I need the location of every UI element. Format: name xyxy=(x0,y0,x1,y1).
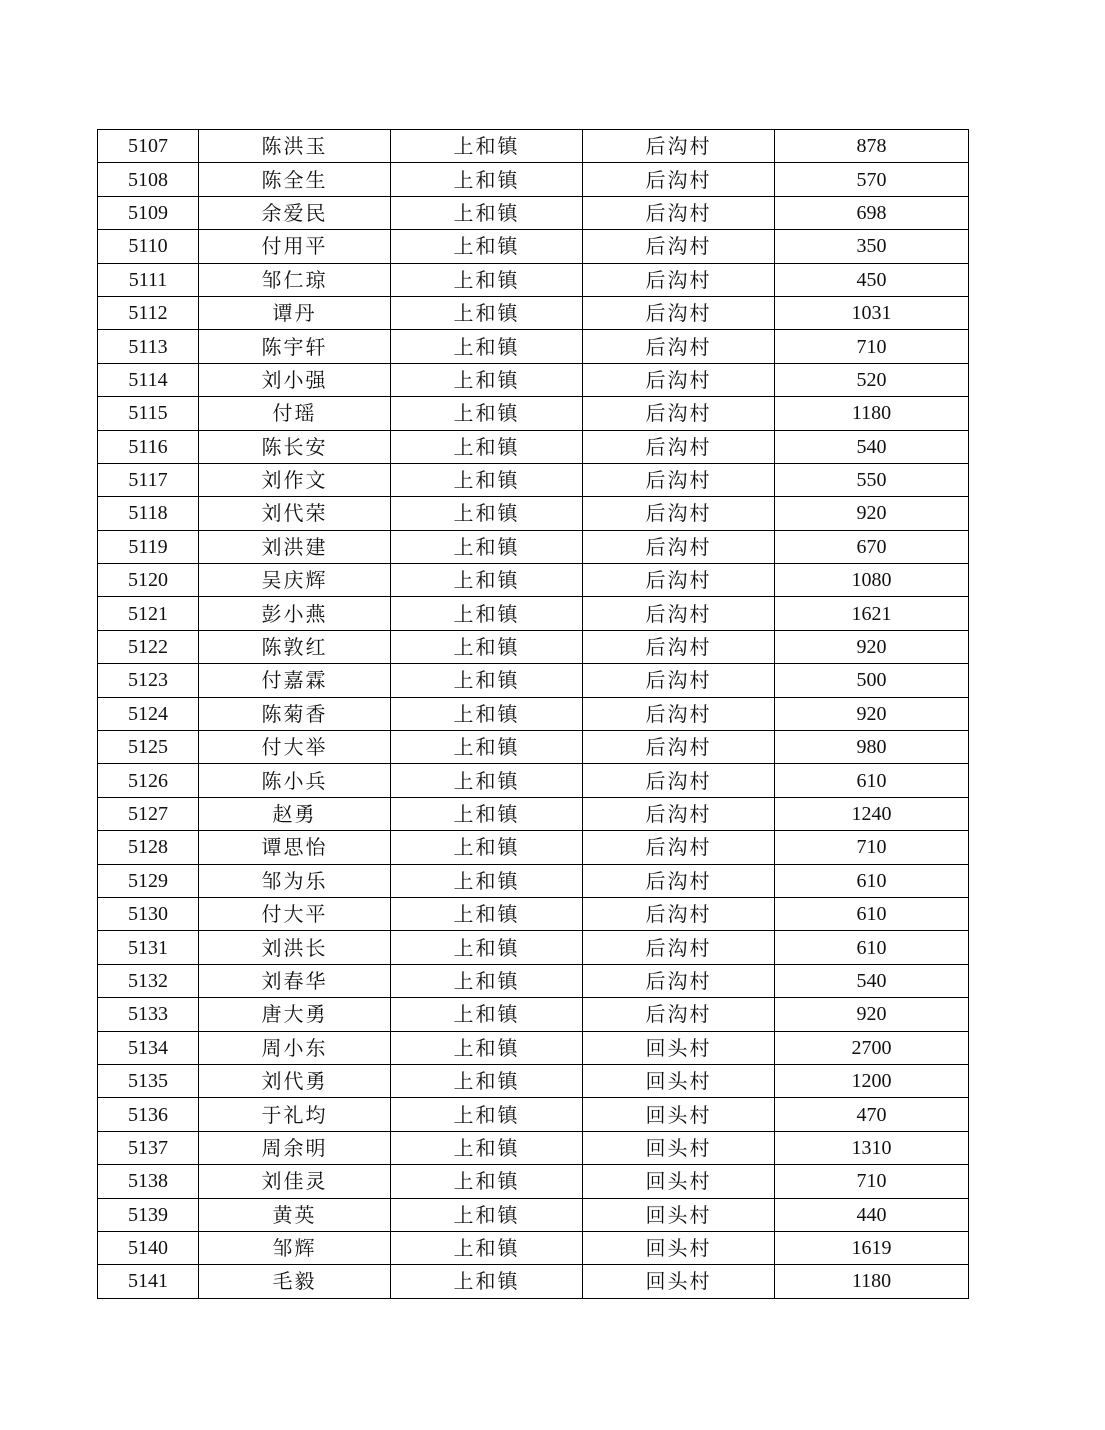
cell-town: 上和镇 xyxy=(391,1165,583,1198)
cell-amount: 540 xyxy=(775,964,969,997)
cell-amount: 610 xyxy=(775,897,969,930)
cell-town: 上和镇 xyxy=(391,196,583,229)
cell-town: 上和镇 xyxy=(391,363,583,396)
cell-town: 上和镇 xyxy=(391,697,583,730)
cell-amount: 878 xyxy=(775,130,969,163)
cell-town: 上和镇 xyxy=(391,1231,583,1264)
cell-amount: 1080 xyxy=(775,564,969,597)
table-row xyxy=(98,530,969,563)
cell-serial-number: 5129 xyxy=(98,864,199,897)
roster-table-body xyxy=(98,130,969,1299)
cell-serial-number: 5111 xyxy=(98,263,199,296)
table-row xyxy=(98,230,969,263)
cell-serial-number: 5113 xyxy=(98,330,199,363)
cell-village: 后沟村 xyxy=(583,397,775,430)
cell-village: 后沟村 xyxy=(583,797,775,830)
cell-town: 上和镇 xyxy=(391,597,583,630)
cell-town: 上和镇 xyxy=(391,1098,583,1131)
cell-amount: 550 xyxy=(775,463,969,496)
cell-town: 上和镇 xyxy=(391,897,583,930)
table-row xyxy=(98,497,969,530)
table-row xyxy=(98,564,969,597)
cell-name: 唐大勇 xyxy=(199,998,391,1031)
cell-serial-number: 5141 xyxy=(98,1265,199,1298)
cell-serial-number: 5116 xyxy=(98,430,199,463)
cell-name: 刘洪长 xyxy=(199,931,391,964)
cell-village: 后沟村 xyxy=(583,363,775,396)
cell-serial-number: 5120 xyxy=(98,564,199,597)
cell-name: 周余明 xyxy=(199,1131,391,1164)
cell-town: 上和镇 xyxy=(391,130,583,163)
cell-amount: 350 xyxy=(775,230,969,263)
cell-village: 后沟村 xyxy=(583,130,775,163)
cell-village: 回头村 xyxy=(583,1031,775,1064)
cell-village: 后沟村 xyxy=(583,597,775,630)
cell-town: 上和镇 xyxy=(391,931,583,964)
table-row xyxy=(98,664,969,697)
table-row xyxy=(98,597,969,630)
cell-town: 上和镇 xyxy=(391,330,583,363)
table-row xyxy=(98,196,969,229)
cell-village: 回头村 xyxy=(583,1064,775,1097)
cell-town: 上和镇 xyxy=(391,731,583,764)
cell-amount: 610 xyxy=(775,764,969,797)
cell-serial-number: 5118 xyxy=(98,497,199,530)
cell-name: 刘佳灵 xyxy=(199,1165,391,1198)
cell-village: 回头村 xyxy=(583,1198,775,1231)
cell-name: 刘代荣 xyxy=(199,497,391,530)
cell-name: 于礼均 xyxy=(199,1098,391,1131)
cell-town: 上和镇 xyxy=(391,564,583,597)
table-row xyxy=(98,764,969,797)
cell-amount: 920 xyxy=(775,998,969,1031)
cell-village: 后沟村 xyxy=(583,330,775,363)
cell-amount: 1180 xyxy=(775,1265,969,1298)
cell-name: 吴庆辉 xyxy=(199,564,391,597)
table-row xyxy=(98,1165,969,1198)
cell-town: 上和镇 xyxy=(391,630,583,663)
cell-name: 谭思怡 xyxy=(199,831,391,864)
cell-town: 上和镇 xyxy=(391,163,583,196)
cell-serial-number: 5109 xyxy=(98,196,199,229)
cell-village: 后沟村 xyxy=(583,230,775,263)
roster-table xyxy=(97,129,969,1299)
cell-amount: 540 xyxy=(775,430,969,463)
cell-amount: 1180 xyxy=(775,397,969,430)
cell-name: 赵勇 xyxy=(199,797,391,830)
cell-name: 付大举 xyxy=(199,731,391,764)
cell-town: 上和镇 xyxy=(391,463,583,496)
cell-name: 余爱民 xyxy=(199,196,391,229)
cell-village: 回头村 xyxy=(583,1131,775,1164)
cell-village: 后沟村 xyxy=(583,864,775,897)
cell-serial-number: 5132 xyxy=(98,964,199,997)
table-row xyxy=(98,1131,969,1164)
table-row xyxy=(98,998,969,1031)
table-row xyxy=(98,931,969,964)
cell-village: 后沟村 xyxy=(583,697,775,730)
table-row xyxy=(98,263,969,296)
cell-amount: 710 xyxy=(775,1165,969,1198)
cell-village: 后沟村 xyxy=(583,664,775,697)
cell-serial-number: 5115 xyxy=(98,397,199,430)
cell-village: 后沟村 xyxy=(583,630,775,663)
cell-serial-number: 5127 xyxy=(98,797,199,830)
cell-amount: 440 xyxy=(775,1198,969,1231)
cell-village: 回头村 xyxy=(583,1265,775,1298)
cell-town: 上和镇 xyxy=(391,296,583,329)
cell-town: 上和镇 xyxy=(391,797,583,830)
cell-serial-number: 5130 xyxy=(98,897,199,930)
cell-town: 上和镇 xyxy=(391,1064,583,1097)
table-row xyxy=(98,330,969,363)
cell-serial-number: 5134 xyxy=(98,1031,199,1064)
cell-name: 陈宇轩 xyxy=(199,330,391,363)
cell-serial-number: 5122 xyxy=(98,630,199,663)
cell-village: 后沟村 xyxy=(583,463,775,496)
cell-village: 后沟村 xyxy=(583,731,775,764)
cell-village: 后沟村 xyxy=(583,296,775,329)
cell-village: 后沟村 xyxy=(583,931,775,964)
cell-serial-number: 5136 xyxy=(98,1098,199,1131)
table-row xyxy=(98,1031,969,1064)
cell-name: 陈小兵 xyxy=(199,764,391,797)
cell-amount: 1621 xyxy=(775,597,969,630)
cell-town: 上和镇 xyxy=(391,964,583,997)
table-row xyxy=(98,864,969,897)
cell-name: 彭小燕 xyxy=(199,597,391,630)
cell-name: 刘代勇 xyxy=(199,1064,391,1097)
cell-serial-number: 5123 xyxy=(98,664,199,697)
cell-amount: 1031 xyxy=(775,296,969,329)
cell-town: 上和镇 xyxy=(391,230,583,263)
table-row xyxy=(98,130,969,163)
table-row xyxy=(98,630,969,663)
cell-serial-number: 5125 xyxy=(98,731,199,764)
cell-town: 上和镇 xyxy=(391,1031,583,1064)
cell-village: 后沟村 xyxy=(583,163,775,196)
cell-amount: 450 xyxy=(775,263,969,296)
cell-town: 上和镇 xyxy=(391,397,583,430)
cell-amount: 920 xyxy=(775,697,969,730)
cell-town: 上和镇 xyxy=(391,263,583,296)
cell-serial-number: 5108 xyxy=(98,163,199,196)
cell-serial-number: 5128 xyxy=(98,831,199,864)
table-row xyxy=(98,731,969,764)
cell-serial-number: 5135 xyxy=(98,1064,199,1097)
cell-name: 邹为乐 xyxy=(199,864,391,897)
table-row xyxy=(98,1231,969,1264)
cell-name: 刘洪建 xyxy=(199,530,391,563)
cell-amount: 500 xyxy=(775,664,969,697)
cell-name: 陈菊香 xyxy=(199,697,391,730)
cell-town: 上和镇 xyxy=(391,998,583,1031)
table-row xyxy=(98,897,969,930)
cell-town: 上和镇 xyxy=(391,497,583,530)
cell-village: 后沟村 xyxy=(583,430,775,463)
cell-amount: 1200 xyxy=(775,1064,969,1097)
cell-name: 付用平 xyxy=(199,230,391,263)
cell-name: 付大平 xyxy=(199,897,391,930)
cell-amount: 520 xyxy=(775,363,969,396)
cell-name: 陈长安 xyxy=(199,430,391,463)
cell-serial-number: 5119 xyxy=(98,530,199,563)
cell-serial-number: 5110 xyxy=(98,230,199,263)
cell-amount: 1310 xyxy=(775,1131,969,1164)
cell-amount: 710 xyxy=(775,330,969,363)
cell-name: 刘小强 xyxy=(199,363,391,396)
table-row xyxy=(98,831,969,864)
table-row xyxy=(98,964,969,997)
cell-village: 回头村 xyxy=(583,1231,775,1264)
cell-town: 上和镇 xyxy=(391,530,583,563)
cell-village: 后沟村 xyxy=(583,263,775,296)
cell-village: 后沟村 xyxy=(583,998,775,1031)
cell-amount: 2700 xyxy=(775,1031,969,1064)
cell-name: 毛毅 xyxy=(199,1265,391,1298)
cell-serial-number: 5133 xyxy=(98,998,199,1031)
cell-village: 后沟村 xyxy=(583,897,775,930)
cell-village: 后沟村 xyxy=(583,564,775,597)
cell-serial-number: 5112 xyxy=(98,296,199,329)
cell-amount: 610 xyxy=(775,931,969,964)
cell-serial-number: 5131 xyxy=(98,931,199,964)
table-row xyxy=(98,797,969,830)
cell-serial-number: 5137 xyxy=(98,1131,199,1164)
cell-name: 付瑶 xyxy=(199,397,391,430)
cell-town: 上和镇 xyxy=(391,664,583,697)
cell-village: 回头村 xyxy=(583,1098,775,1131)
table-row xyxy=(98,1064,969,1097)
cell-name: 陈敦红 xyxy=(199,630,391,663)
table-row xyxy=(98,1198,969,1231)
cell-name: 陈洪玉 xyxy=(199,130,391,163)
cell-village: 后沟村 xyxy=(583,831,775,864)
cell-name: 陈全生 xyxy=(199,163,391,196)
cell-village: 后沟村 xyxy=(583,497,775,530)
cell-name: 邹辉 xyxy=(199,1231,391,1264)
cell-town: 上和镇 xyxy=(391,1265,583,1298)
cell-name: 周小东 xyxy=(199,1031,391,1064)
cell-name: 刘作文 xyxy=(199,463,391,496)
cell-serial-number: 5138 xyxy=(98,1165,199,1198)
cell-village: 后沟村 xyxy=(583,764,775,797)
table-row xyxy=(98,1098,969,1131)
cell-serial-number: 5140 xyxy=(98,1231,199,1264)
table-row xyxy=(98,1265,969,1298)
table-row xyxy=(98,463,969,496)
cell-town: 上和镇 xyxy=(391,430,583,463)
cell-name: 黄英 xyxy=(199,1198,391,1231)
cell-name: 刘春华 xyxy=(199,964,391,997)
cell-village: 后沟村 xyxy=(583,530,775,563)
table-row xyxy=(98,397,969,430)
cell-amount: 1240 xyxy=(775,797,969,830)
table-row xyxy=(98,296,969,329)
cell-village: 后沟村 xyxy=(583,964,775,997)
cell-village: 后沟村 xyxy=(583,196,775,229)
cell-town: 上和镇 xyxy=(391,1198,583,1231)
cell-amount: 920 xyxy=(775,497,969,530)
cell-town: 上和镇 xyxy=(391,764,583,797)
cell-serial-number: 5107 xyxy=(98,130,199,163)
cell-amount: 698 xyxy=(775,196,969,229)
cell-amount: 920 xyxy=(775,630,969,663)
table-row xyxy=(98,363,969,396)
cell-amount: 470 xyxy=(775,1098,969,1131)
cell-village: 回头村 xyxy=(583,1165,775,1198)
cell-serial-number: 5139 xyxy=(98,1198,199,1231)
table-row xyxy=(98,163,969,196)
cell-town: 上和镇 xyxy=(391,831,583,864)
cell-town: 上和镇 xyxy=(391,1131,583,1164)
cell-serial-number: 5114 xyxy=(98,363,199,396)
cell-town: 上和镇 xyxy=(391,864,583,897)
table-row xyxy=(98,430,969,463)
cell-amount: 710 xyxy=(775,831,969,864)
cell-name: 谭丹 xyxy=(199,296,391,329)
cell-amount: 980 xyxy=(775,731,969,764)
cell-serial-number: 5121 xyxy=(98,597,199,630)
table-row xyxy=(98,697,969,730)
cell-amount: 670 xyxy=(775,530,969,563)
cell-serial-number: 5117 xyxy=(98,463,199,496)
cell-name: 邹仁琼 xyxy=(199,263,391,296)
cell-name: 付嘉霖 xyxy=(199,664,391,697)
cell-serial-number: 5124 xyxy=(98,697,199,730)
cell-amount: 1619 xyxy=(775,1231,969,1264)
cell-amount: 610 xyxy=(775,864,969,897)
cell-amount: 570 xyxy=(775,163,969,196)
cell-serial-number: 5126 xyxy=(98,764,199,797)
